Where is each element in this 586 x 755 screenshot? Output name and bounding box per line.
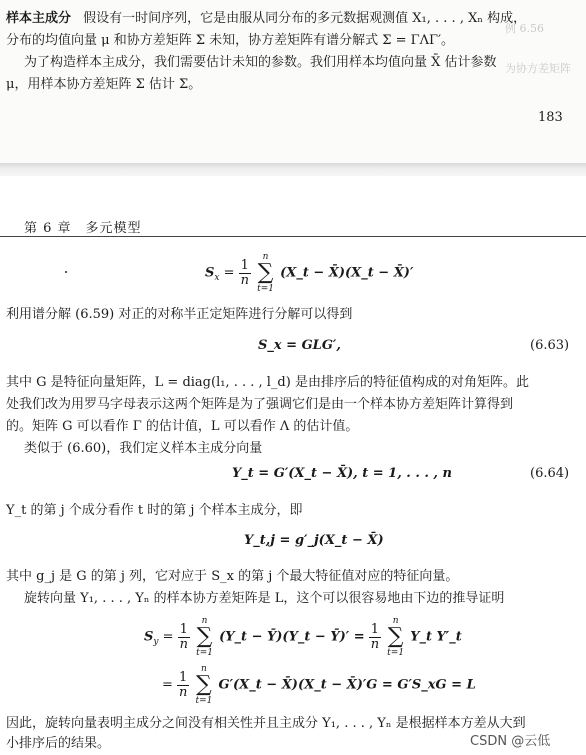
eq-number-6-64: (6.64) (530, 466, 570, 481)
text-conclusion-line1: 因此，旋转向量表明主成分之间没有相关性并且主成分 Y₁, . . . , Yₙ 是根据样本方差从大到 (6, 716, 526, 731)
page-gap (0, 163, 586, 176)
speck (65, 271, 67, 273)
text-G-line2: 处我们改为用罗马字母表示这两个矩阵是为了强调它们是由一个样本协方差矩阵计算得到 (6, 397, 514, 412)
top-page-fragment (0, 0, 586, 163)
csdn-watermark: CSDN @云低 (470, 734, 551, 749)
eq-sy-line1-b: Y_t Y′_t (410, 629, 462, 645)
eq-ytj-body: Y_t,j = g′_j(X_t − X̄) (244, 533, 384, 548)
equation-sy-line1: $S_y$ = $\frac{1}{n}$ n ∑ t=1 (Y_t − Ȳ)(Y_t − Ȳ)′ = $\frac{1}{n}$ n ∑ t=1 Y_t Y′_t (144, 616, 462, 658)
para2-line2: μ，用样本协方差矩阵 Σ 估计 Σ。 (6, 77, 202, 92)
eq-sy-line1-a: (Y_t − Ȳ)(Y_t − Ȳ)′ = (219, 629, 365, 645)
equation-sx: $S_x$ = $\frac{1}{n}$ n ∑ t=1 (X_t − X̄)(X_t − X̄)′ (205, 252, 414, 294)
eq-sy-line2-body: G′(X_t − X̄)(X_t − X̄)′G = G′S_xG = L (218, 677, 476, 693)
eq-sx-subscript: x (214, 273, 220, 284)
equation-sy-line2: = $\frac{1}{n}$ n ∑ t=1 G′(X_t − X̄)(X_t − X̄)′G = G′S_xG = L (162, 664, 476, 706)
eq-number-6-63: (6.63) (530, 338, 570, 353)
equation-6-64 (232, 466, 452, 481)
para1-line1-text: 假设有一时间序列，它是由服从同分布的多元数据观测值 X₁, . . . , Xₙ 构成， (83, 11, 527, 26)
text-Yt: Y_t 的第 j 个成分看作 t 时的第 j 个样本主成分，即 (6, 503, 303, 518)
header-rule (0, 236, 586, 237)
text-rot: 旋转向量 Y₁, . . . , Yₙ 的样本协方差矩阵是 L，这个可以很容易地由下边的推导证明 (24, 591, 505, 606)
text-similar: 类似于 (6.60)，我们定义样本主成分向量 (24, 441, 263, 456)
text-G-line1: 其中 G 是特征向量矩阵，L = diag(l₁, . . . , l_d) 是由排序后的特征值构成的对角矩阵。此 (6, 375, 529, 390)
para2-line1: 为了构造样本主成分，我们需要估计未知的参数。我们用样本均值向量 X̄ 估计参数 (24, 55, 497, 70)
para1-line1 (6, 9, 526, 29)
faded-mark-2: 为协方差矩阵 (505, 62, 571, 75)
page-number: 183 (538, 110, 563, 125)
text-spectral: 利用谱分解 (6.59) 对正的对称半正定矩阵进行分解可以得到 (6, 307, 353, 322)
eq-sx-symbol: S (205, 265, 215, 281)
equation-6-63 (258, 338, 341, 353)
eq-663-body: S_x = GLG′, (258, 338, 341, 353)
text-G-line3: 的。矩阵 G 可以看作 Γ 的估计值，L 可以看作 Λ 的估计值。 (6, 419, 359, 434)
eq-664-body: Y_t = G′(X_t − X̄), t = 1, . . . , n (232, 466, 452, 481)
eq-sx-rhs: (X_t − X̄)(X_t − X̄)′ (280, 265, 414, 281)
term-sample-pc: 样本主成分 (6, 11, 72, 26)
equation-Ytj (244, 533, 384, 548)
text-gj: 其中 g_j 是 G 的第 j 列，它对应于 S_x 的第 j 个最大特征值对应的特征向量。 (6, 569, 459, 584)
faded-mark-1: 例 6.56 (505, 22, 544, 35)
text-conclusion-line2: 小排序后的结果。 (6, 736, 111, 751)
chapter-header: 第 6 章 多元模型 (24, 221, 142, 236)
para1-line2: 分布的均值向量 μ 和协方差矩阵 Σ 未知，协方差矩阵有谱分解式 Σ = ΓΛΓ′。 (6, 33, 455, 48)
